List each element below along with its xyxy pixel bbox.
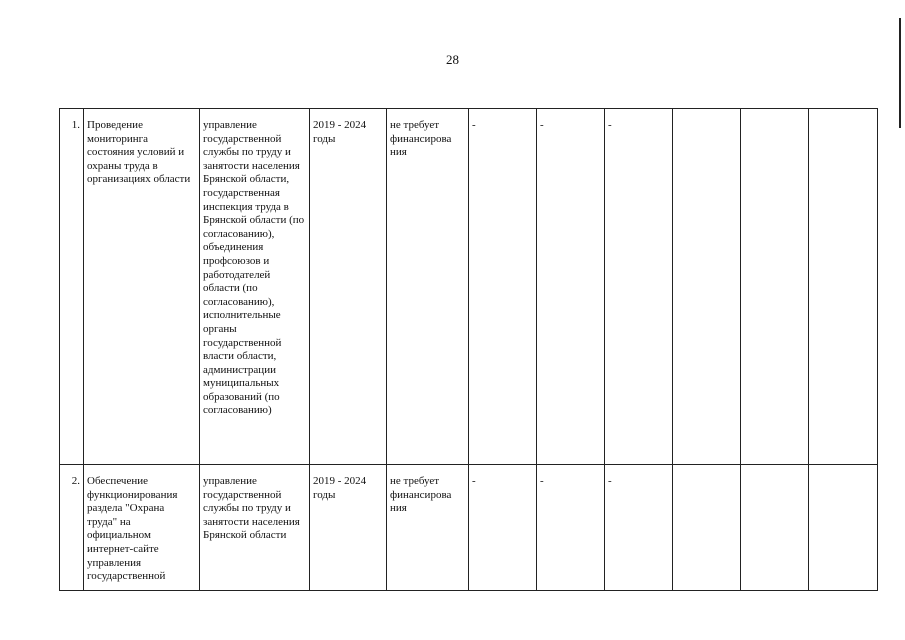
- value-cell: [673, 109, 741, 465]
- period-cell: 2019 - 2024 годы: [310, 109, 387, 465]
- table-row: [60, 109, 878, 465]
- event-cell: Обеспечение функционирования раздела "Охрана труда" на официальном интернет-сайте управления государственной: [84, 465, 200, 591]
- financing-cell: не требует финансирова ния: [387, 465, 469, 591]
- value-cell: [809, 465, 878, 591]
- value-cell: -: [469, 465, 537, 591]
- value-cell: -: [537, 465, 605, 591]
- event-cell: Проведение мониторинга состояния условий и охраны труда в организациях области: [84, 109, 200, 465]
- row-number: 2.: [60, 465, 84, 591]
- measures-table: [59, 108, 878, 591]
- value-cell: -: [605, 465, 673, 591]
- value-cell: [741, 465, 809, 591]
- financing-cell: не требует финансирова ния: [387, 109, 469, 465]
- value-cell: -: [537, 109, 605, 465]
- responsible-cell: управление государственной службы по труду и занятости населения Брянской области, государственная инспекция труда в Брянской области (по согласованию), объединения профсоюзов и работодателей области (по согласованию), исполнительные органы государственной власти области, администрации муниципальных образований (по согласованию): [200, 109, 310, 465]
- period-cell: 2019 - 2024 годы: [310, 465, 387, 591]
- value-cell: [673, 465, 741, 591]
- value-cell: -: [605, 109, 673, 465]
- value-cell: [809, 109, 878, 465]
- row-number: 1.: [60, 109, 84, 465]
- responsible-cell: управление государственной службы по труду и занятости населения Брянской области: [200, 465, 310, 591]
- value-cell: -: [469, 109, 537, 465]
- scan-edge-line: [899, 18, 901, 128]
- table-row: [60, 465, 878, 591]
- value-cell: [741, 109, 809, 465]
- page-number: 28: [446, 52, 459, 67]
